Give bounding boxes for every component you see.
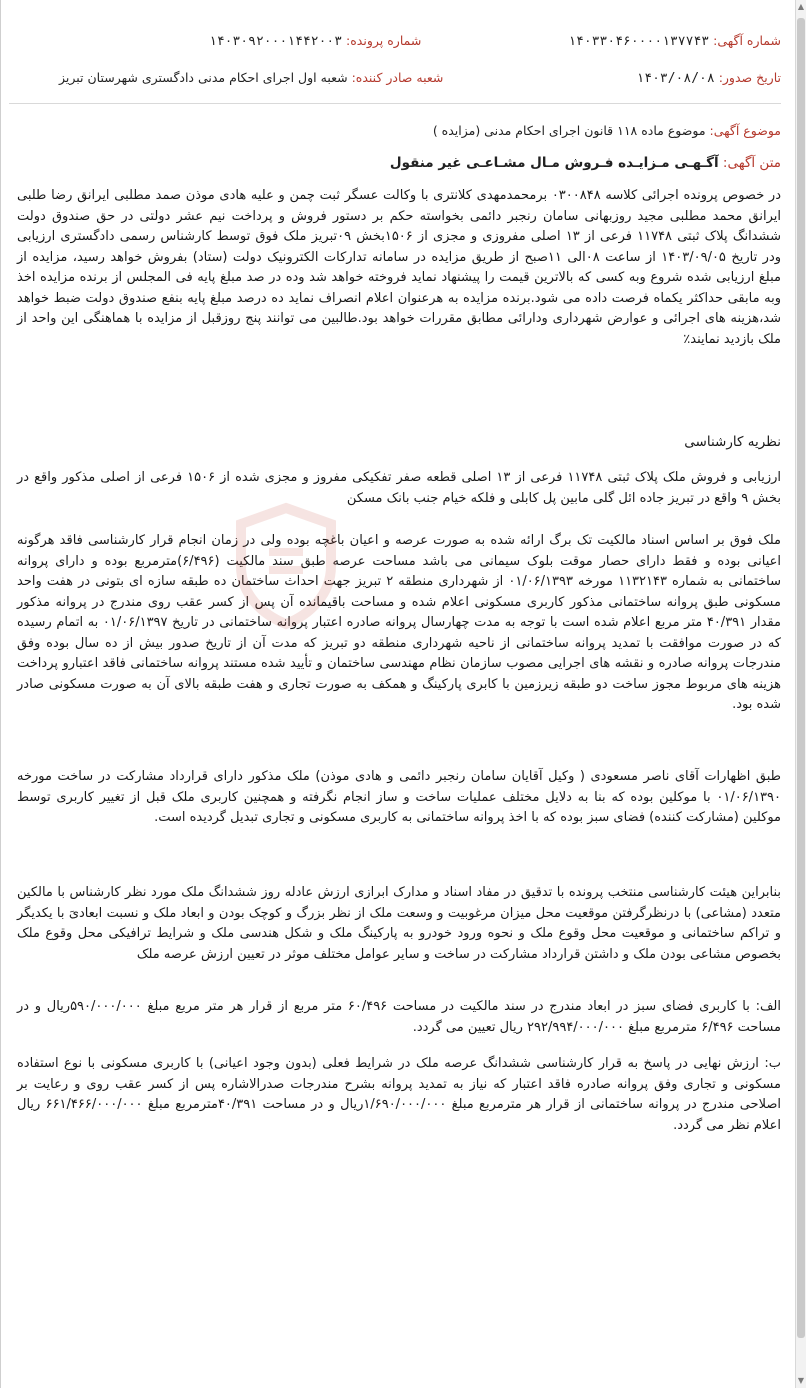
issuer-value: شعبه اول اجرای احکام مدنی دادگستری شهرستان تبریز [59,70,348,85]
paragraph-value-b: ب: ارزش نهایی در پاسخ به قرار کارشناسی ششدانگ عرصه ملک در شرایط فعلی (بدون وجود اعیانی) با کاربری مسکونی با نوع استفاده مسکونی و تجاری وفق پروانه صادره فاقد اعتبار که نیاز به تمدید پروانه بشرح مندرجات صدرالاشاره پس از کسر عقب روی و رعایت بر اصلاحی مندرج در پروانه ساختمانی از قرار هر مترمربع مبلغ ۱/۶۹۰/۰۰۰/۰۰۰ریال و در مساحت ۴۰/۳۹۱مترمربع مبلغ ۶۶۱/۴۶۶/۰۰۰/۰۰۰ ریال اعلام نظر می گردد. [17,1056,781,1133]
header-divider [9,103,781,104]
expert-paragraph-location [17,468,781,509]
scroll-down-arrow-icon[interactable]: ▼ [797,1376,805,1385]
subject [433,123,781,138]
body-label: متن آگهی: [722,155,781,171]
issue-date [636,70,781,86]
vertical-scrollbar[interactable] [795,0,806,1388]
expert-paragraph-b [17,1054,781,1136]
issue-date-label: تاریخ صدور: [718,70,781,85]
expert-heading-text: نظریه کارشناسی [684,434,781,450]
paragraph-location: ارزیابی و فروش ملک پلاک ثبتی ۱۱۷۴۸ فرعی از ۱۳ اصلی قطعه صفر تفکیکی مفروز و مجزی شده از ۱۵۰۶ فرعی از اصلی مذکور واقع در بخش ۹ واقع در تبریز جاده ائل گلی مابین پل کابلی و فلکه خیام جنب بانک مسکن [17,470,781,506]
paragraph-property-description: ملک فوق بر اساس اسناد مالکیت تک برگ ارائه شده به صورت عرصه و اعیان باغچه بوده ولی در زمان انجام قرار کارشناسی فاقد هرگونه اعیانی بوده و فقط دارای حصار موقت بلوک سیمانی می باشد مساحت عرصه طبق سند مالکیت (۶/۴۹۶)مترمربع بوده و دارای پروانه ساختمانی به شماره ۱۱۳۲۱۴۳ مورخه ۰۱/۰۶/۱۳۹۳ از شهرداری منطقه ۲ تبریز جهت احداث ساختمان ده طبقه سازه ای بتونی در هفت واحد مسکونی طبق پروانه ساختمانی مذکور کاربری مسکونی اعلام شده و مساحت باقیمانده آن پس از کسر عقب روی مندرج در پروانه مذکور مقدار ۴۰/۳۹۱ متر مربع اعلام شده است با توجه به مدت چهارسال پروانه صادره اعتبار پروانه ساختمانی در تاریخ ۰۱/۰۶/۱۳۹۷ به اتمام رسیده که در صورت موافقت با تمدید پروانه ساختمانی از ناحیه شهرداری منطقه دو تبریز که مدت آن از تاریخ صدور بیش از ده سال بوده وفق مندرجات پروانه صادره و نقشه های اجرایی مصوب سازمان نظام مهندسی ساختمان و تأیید شده مستند پروانه ساختمانی فاقد اعتبارو پرداخت هزینه های مربوط مجوز ساخت دو طبقه زیرزمین با کابری پارکینگ و همکف به صورت تجاری و هفت طبقه بالای آن به صورت مسکونی صادر شده بود. [17,533,782,712]
expert-paragraph-evaluation [17,883,781,965]
subject-value: موضوع ماده ۱۱۸ قانون اجرای احکام مدنی (مزایده ) [432,123,706,138]
issue-date-value: ۱۴۰۳/۰۸/۰۸ [636,71,715,86]
issuer [59,70,443,85]
subject-label: موضوع آگهی: [709,123,781,138]
expert-paragraph-description [17,531,781,716]
body-heading [390,155,781,171]
paragraph-auction-terms: در خصوص پرونده اجرائی کلاسه ۰۳۰۰۸۴۸ برمحمدمهدی کلانتری با وکالت عسگر ثبت چمن و علیه هادی موذن صمد مطلبی ایرانق رضا طلبی ایرانق محمد مطلبی مجید روزبهانی سامان رنجبر دائمی بخواسته حکم بر دستور فروش و پرداخت نیم عشر دولتی در حق صندوق دولت ششدانگ پلاک ثبتی ۱۱۷۴۸ فرعی از ۱۳ اصلی مفروزی و مجزی از ۱۵۰۶بخش ۰۹تبریز ملک فوق توسط کارشناس رسمی دادگستری ارزیابی ودر تاریخ ۱۴۰۳/۰۹/۰۵ از ساعت ۰۸الی ۱۱صبح از طریق مزایده در سامانه تدارکات الکترونیک دولت (ستاد) بفروش خواهد رسید، مزایده از مبلغ ارزیابی شده شروع وبه کسی که بالاترین قیمت را پیشنهاد نماید فروخته خواهد شد وده در صد مبلغ پایه فی المجلس از برنده مزایده اخذ وبه مابقی حداکثر یکماه فرصت داده می شود.برنده مزایده به هرعنوان اعلام انصراف نماید ده درصد مبلغ پایه بنفع صندوق دولت ضبط خواهد شد،هزینه های اجرائی و عوارض شهرداری ودارائی مطابق مقررات خواهد بود.طالبین می توانند پنج روزقبل از مزایده با هماهنگی این واحد از ملک بازدید نمایند٪ [17,188,782,347]
ad-number-value: ۱۴۰۳۳۰۴۶۰۰۰۰۱۳۷۷۴۳ [568,34,710,49]
expert-paragraph-statement [17,767,781,829]
auction-paragraph [17,186,781,350]
ad-number [568,33,781,49]
expert-paragraph-a [17,997,781,1038]
ad-number-label: شماره آگهی: [713,33,781,48]
scrollbar-thumb[interactable] [797,18,805,1338]
case-number [209,33,421,49]
case-number-label: شماره پرونده: [346,33,422,48]
paragraph-value-a: الف: با کاربری فضای سبز در ابعاد مندرج در سند مالکیت در مساحت ۶۰/۴۹۶ متر مربع از قرار هر متر مربع مبلغ ۵۹۰/۰۰۰/۰۰۰ریال و در مساحت ۶/۴۹۶ مترمربع مبلغ ۲۹۲/۹۹۴/۰۰۰/۰۰۰ ریال تعیین می گردد. [17,999,781,1035]
paragraph-evaluation-basis: بنابراین هیئت کارشناسی منتخب پرونده با تدقیق در مفاد اسناد و مدارک ابرازی ارزش عادله روز ششدانگ ملک مورد نظر کارشناس با مالکین متعدد (مشاعی) با درنظرگرفتن موقعیت محل میزان مرغوبیت و وسعت ملک از نظر بزرگ و کوچک بودن و ابعاد ملک و نسبت ابعادیَ با یکدیگر و تراکم ساختمانی و موقعیت محل وقوع ملک و نحوه ورود خودرو به پارکینگ ملک و شکل هندسی ملک و شرایط ترافیکی محل وقوع ملک بخصوص مشاعی بودن ملک و داشتن قرارداد مشارکت در ساخت و سایر عوامل مختلف موثر در تعیین ارزش عرصه ملک [17,885,781,962]
case-number-value: ۱۴۰۳۰۹۲۰۰۰۱۴۴۲۰۰۳ [209,34,343,49]
expert-heading [684,434,781,450]
body-title: آگـهـی مـزایـده فـروش مـال مشـاعـی غیر منقول [389,155,719,171]
paragraph-lawyer-statement: طبق اظهارات آقای ناصر مسعودی ( وکیل آقایان سامان رنجبر دائمی و هادی موذن) ملک مذکور دارای قرارداد مشارکت در ساخت مورخه ۰۱/۰۶/۱۳۹۰ با موکلین بوده که بنا به دلایل مختلف عملیات ساخت و ساز انجام نگرفته و همچنین کاربری ملک قبل از تغییر کاربری توسط موکلین (مشارکت کننده) فضای سبز بوده که با اخذ پروانه ساختمانی به کاربری مسکونی و تجاری تبدیل گردیده است. [17,769,781,825]
scroll-up-arrow-icon[interactable]: ▲ [797,2,805,11]
issuer-label: شعبه صادر کننده: [351,70,444,85]
